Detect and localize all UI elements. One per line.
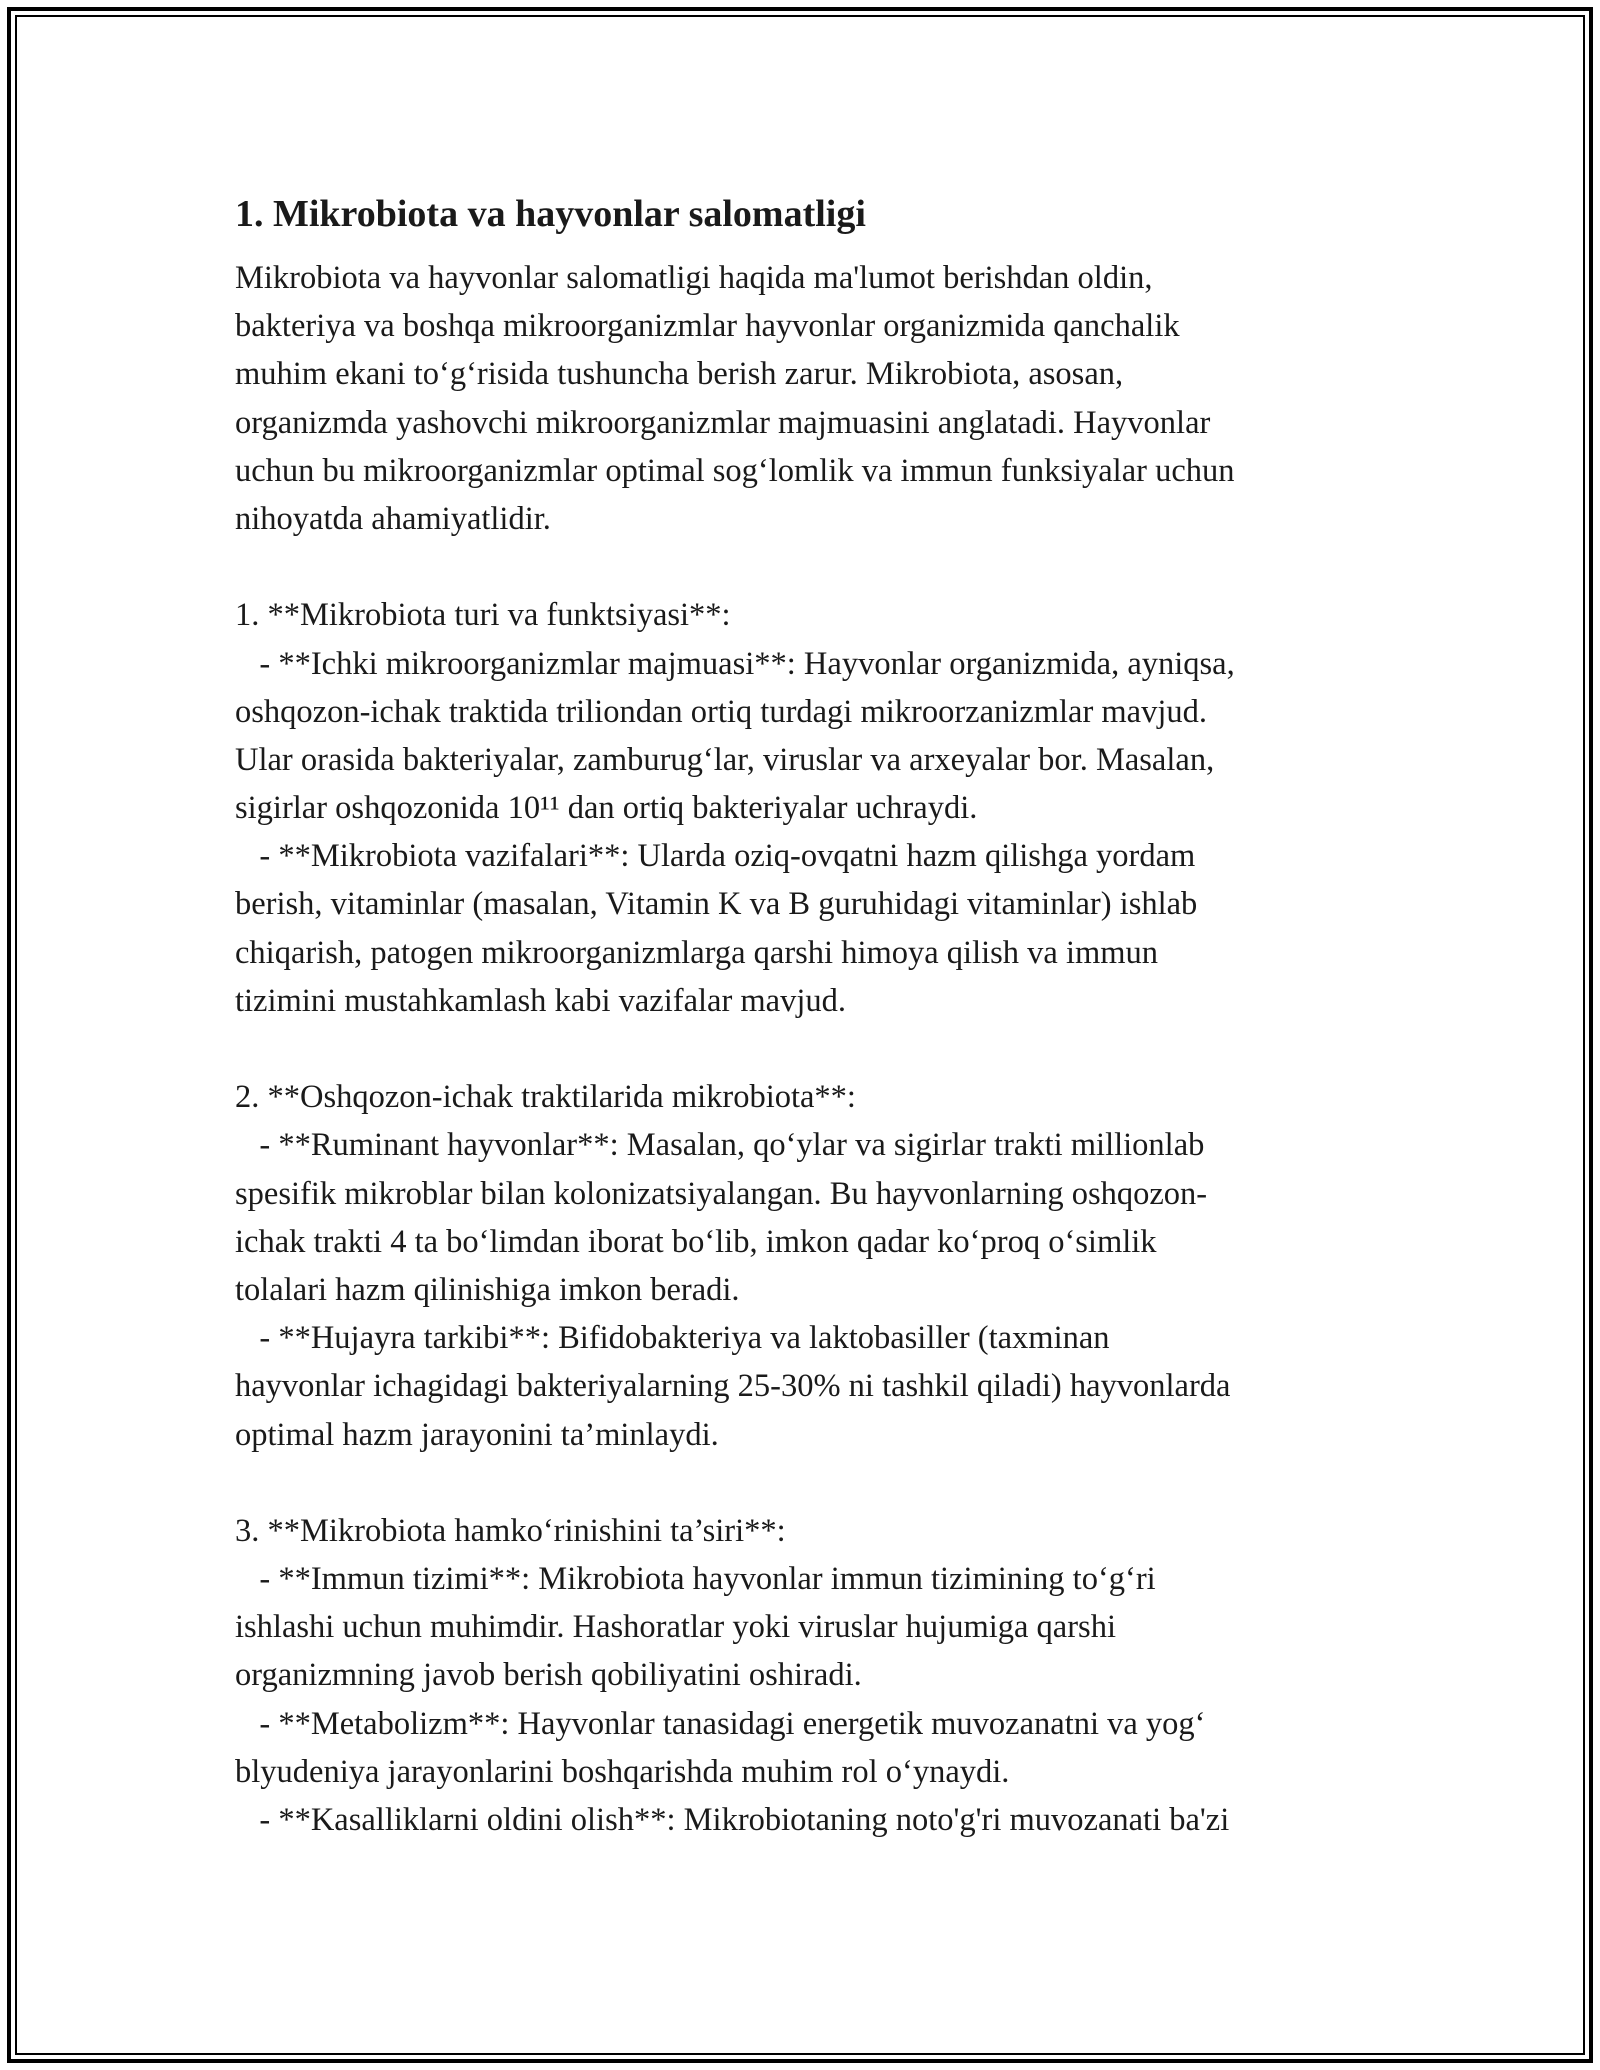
text-line: muhim ekani to‘g‘risida tushuncha berish zarur. Mikrobiota, asosan, <box>235 356 1124 393</box>
text-line: - **Ichki mikroorganizmlar majmuasi**: Hayvonlar organizmida, ayniqsa, <box>235 645 1235 682</box>
text-line: spesifik mikroblar bilan kolonizatsiyalangan. Bu hayvonlarning oshqozon- <box>235 1175 1208 1212</box>
text-line: ishlashi uchun muhimdir. Hashoratlar yoki viruslar hujumiga qarshi <box>235 1609 1116 1646</box>
text-line: berish, vitaminlar (masalan, Vitamin K va B guruhidagi vitaminlar) ishlab <box>235 886 1198 923</box>
text-line: Ular orasida bakteriyalar, zamburug‘lar, viruslar va arxeyalar bor. Masalan, <box>235 741 1215 778</box>
blank-line <box>235 543 1385 591</box>
list-section-3 <box>235 1507 1385 1844</box>
text-line: sigirlar oshqozonida 10¹¹ dan ortiq bakteriyalar uchraydi. <box>235 790 978 827</box>
text-line: - **Mikrobiota vazifalari**: Ularda oziq-ovqatni hazm qilishga yordam <box>235 838 1196 875</box>
text-line: hayvonlar ichagidagi bakteriyalarning 25-30% ni tashkil qiladi) hayvonlarda <box>235 1368 1231 1405</box>
text-line: organizmda yashovchi mikroorganizmlar majmuasini anglatadi. Hayvonlar <box>235 404 1211 441</box>
text-line: bakteriya va boshqa mikroorganizmlar hayvonlar organizmida qanchalik <box>235 308 1180 345</box>
text-line: - **Immun tizimi**: Mikrobiota hayvonlar immun tizimining to‘g‘ri <box>235 1561 1156 1598</box>
text-line: 2. **Oshqozon-ichak traktilarida mikrobiota**: <box>235 1079 856 1116</box>
intro-paragraph <box>235 254 1385 543</box>
text-line: Mikrobiota va hayvonlar salomatligi haqida ma'lumot berishdan oldin, <box>235 260 1153 296</box>
text-line: - **Metabolizm**: Hayvonlar tanasidagi energetik muvozanatni va yog‘ <box>235 1705 1206 1742</box>
text-line: nihoyatda ahamiyatlidir. <box>235 500 551 537</box>
text-line: 1. **Mikrobiota turi va funktsiyasi**: <box>235 597 731 634</box>
text-line: uchun bu mikroorganizmlar optimal sog‘lomlik va immun funksiyalar uchun <box>235 452 1235 489</box>
document-body <box>235 186 1385 1844</box>
text-line: ichak trakti 4 ta bo‘limdan iborat bo‘lib, imkon qadar ko‘proq o‘simlik <box>235 1223 1157 1260</box>
text-line: organizmning javob berish qobiliyatini oshiradi. <box>235 1657 862 1694</box>
blank-line <box>235 1459 1385 1507</box>
text-line: - **Ruminant hayvonlar**: Masalan, qo‘ylar va sigirlar trakti millionlab <box>235 1127 1205 1164</box>
list-section-2 <box>235 1073 1385 1459</box>
text-line: optimal hazm jarayonini ta’minlaydi. <box>235 1416 719 1453</box>
blank-line <box>235 1025 1385 1073</box>
text-line: oshqozon-ichak traktida triliondan ortiq turdagi mikroorzanizmlar mavjud. <box>235 693 1208 730</box>
text-line: chiqarish, patogen mikroorganizmlarga qarshi himoya qilish va immun <box>235 934 1159 971</box>
text-line: - **Kasalliklarni oldini olish**: Mikrobiotaning noto'g'ri muvozanati ba'zi <box>235 1802 1230 1838</box>
text-line: tizimini mustahkamlash kabi vazifalar mavjud. <box>235 982 847 1019</box>
text-line: tolalari hazm qilinishiga imkon beradi. <box>235 1271 740 1308</box>
text-line: - **Hujayra tarkibi**: Bifidobakteriya va laktobasiller (taxminan <box>235 1320 1110 1357</box>
list-section-1 <box>235 591 1385 1025</box>
text-line: blyudeniya jarayonlarini boshqarishda muhim rol o‘ynaydi. <box>235 1753 1010 1790</box>
section-heading: 1. Mikrobiota va hayvonlar salomatligi <box>235 193 866 235</box>
text-line: 3. **Mikrobiota hamko‘rinishini ta’siri**: <box>235 1512 786 1549</box>
